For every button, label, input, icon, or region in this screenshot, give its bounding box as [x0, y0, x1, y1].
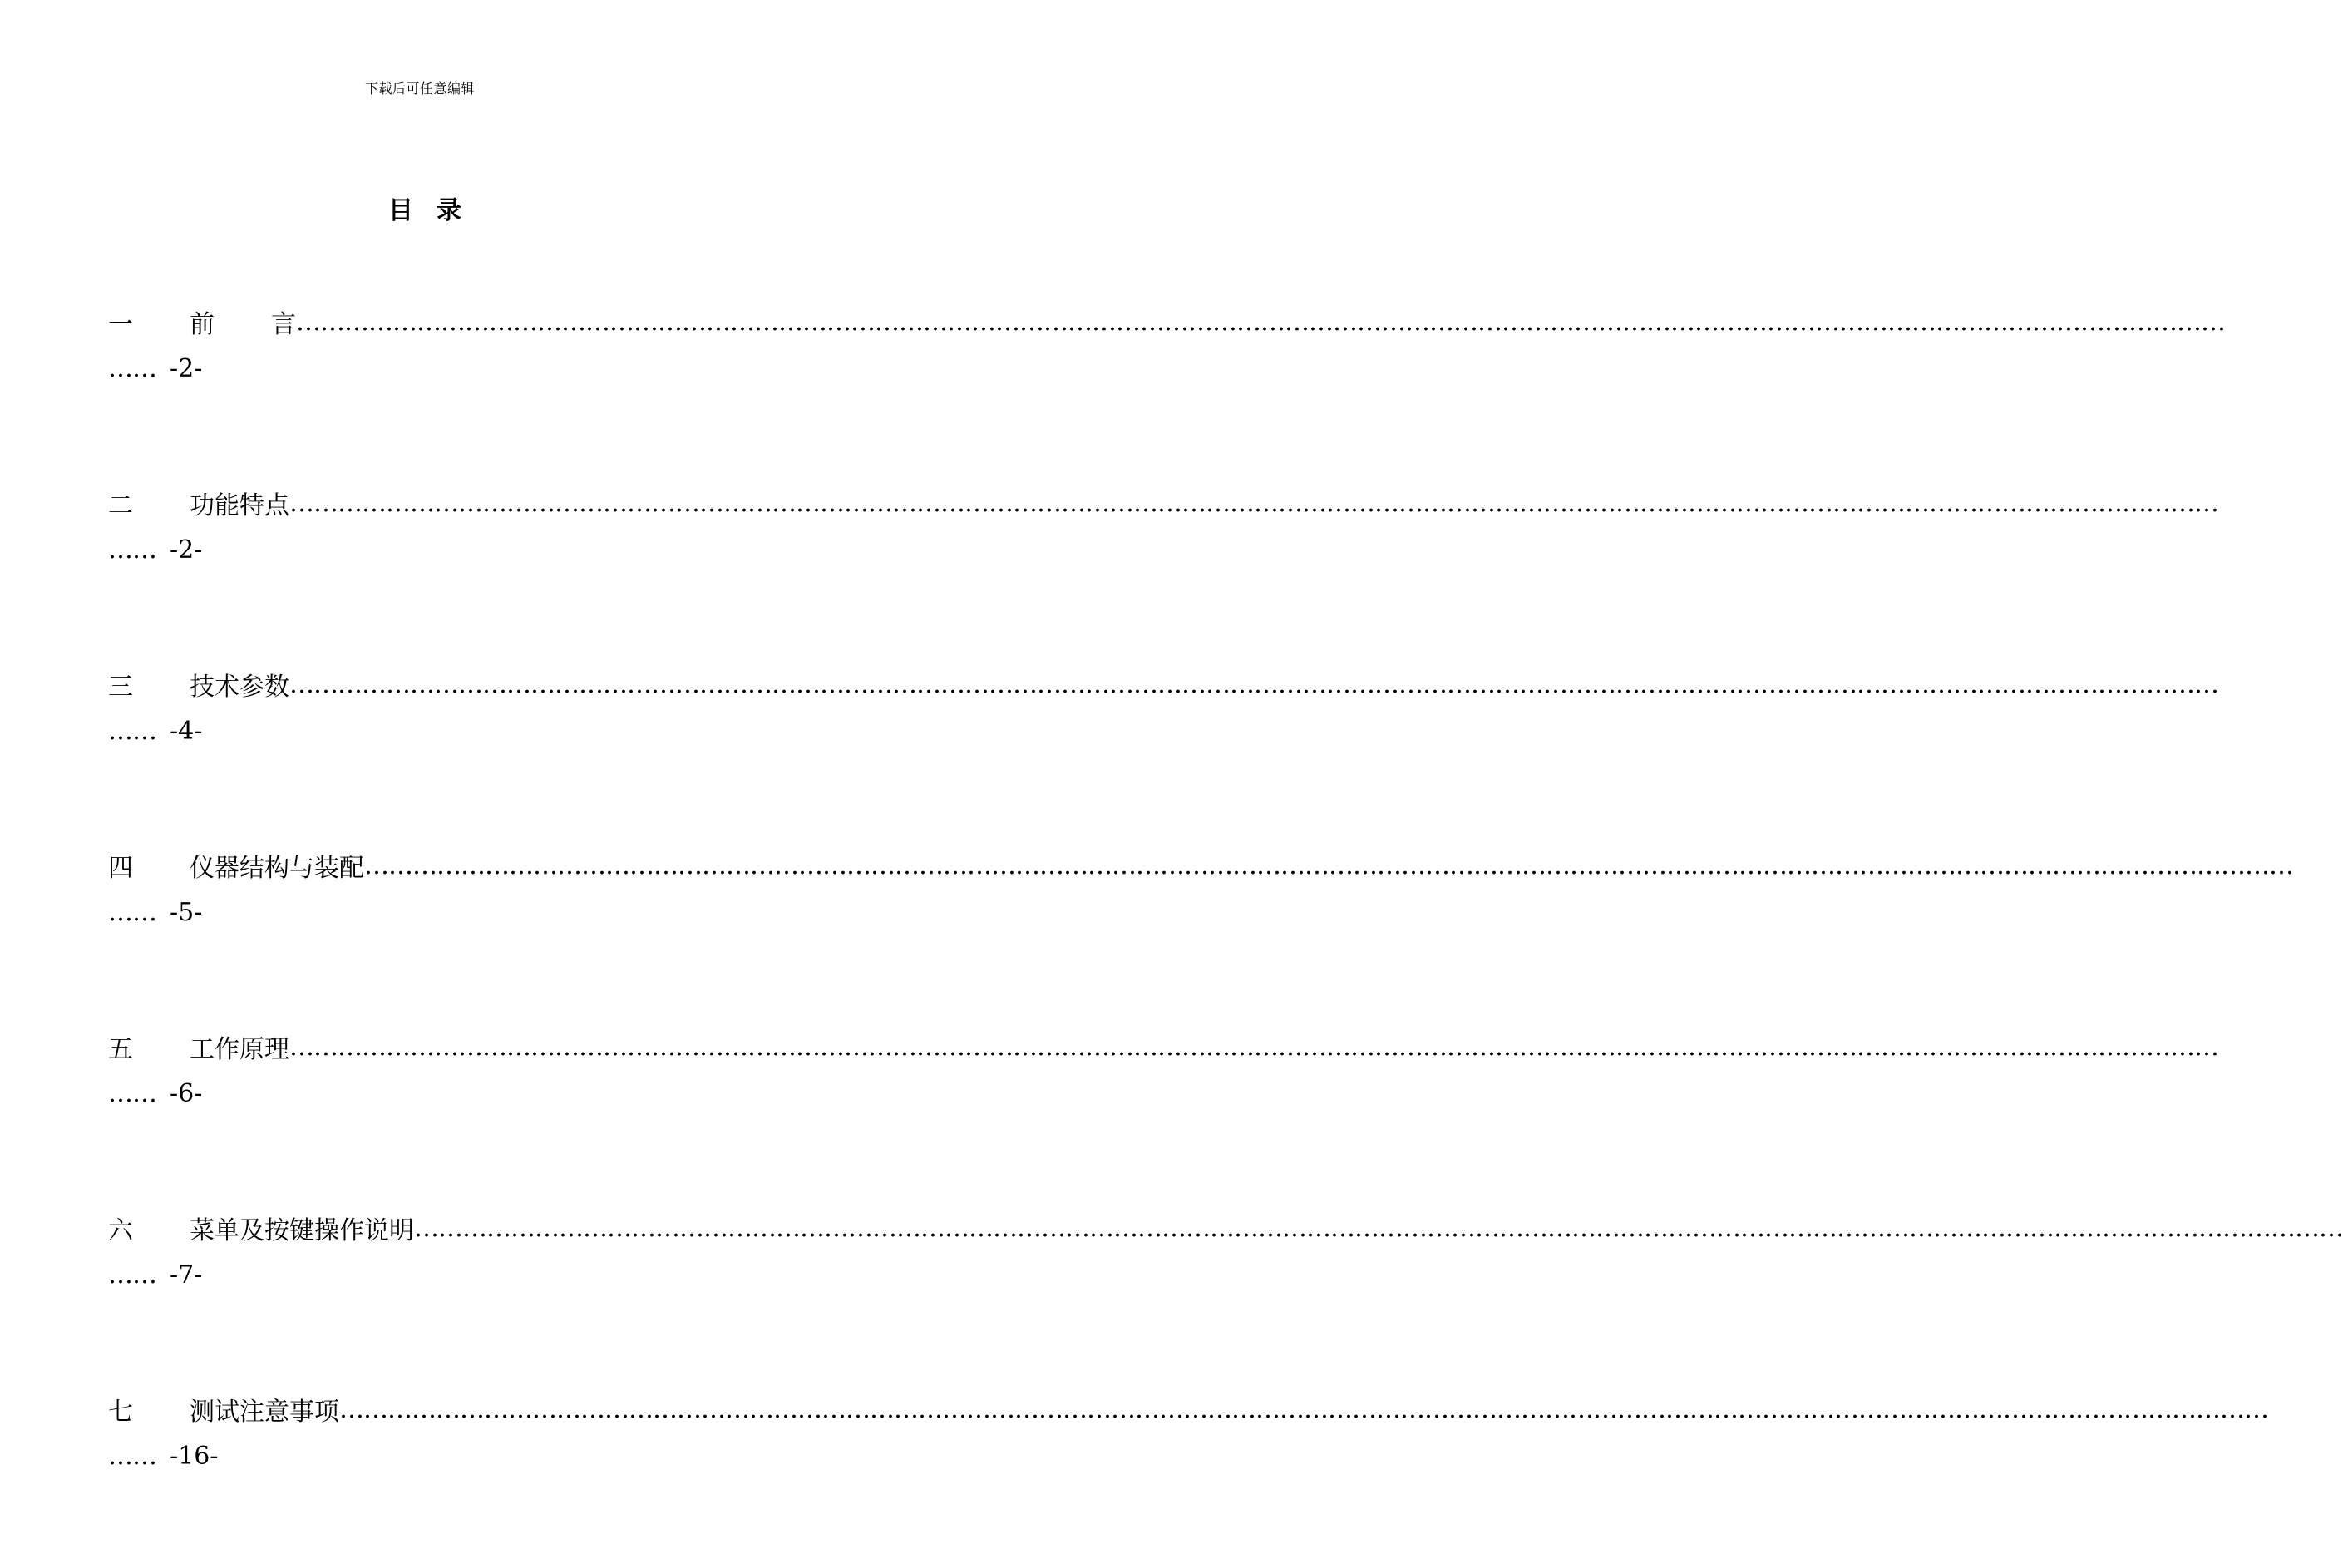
toc-entry-number: 五 [108, 1035, 133, 1064]
toc-entry-page: -6- [170, 1078, 203, 1108]
toc-entry-number: 一 [108, 310, 133, 339]
toc-entry-title: 菜单及按键操作说明 [190, 1216, 414, 1245]
toc-leader-dots: …………………………………………………………………………………………………………………………………………………………………………………………………………………… [289, 488, 2218, 518]
toc-entry [108, 299, 2225, 481]
toc-entry-title: 仪器结构与装配 [190, 854, 364, 883]
toc-leader-dots: …… [108, 535, 156, 565]
toc-entry-title-char: 言 [271, 310, 296, 339]
toc-entry-page: -7- [170, 1260, 203, 1289]
toc-entry-page: -2- [170, 535, 203, 565]
toc-entry-number: 二 [108, 491, 133, 520]
toc-entry-number: 七 [108, 1398, 133, 1427]
toc-entry [108, 1024, 2218, 1206]
toc-entry [108, 1206, 2343, 1387]
toc-leader-dots: …………………………………………………………………………………………………………………………………………………………………………………………………………………… [364, 851, 2293, 880]
toc-leader-dots: …… [108, 1078, 156, 1108]
table-of-contents [108, 299, 2343, 1568]
toc-entry-number: 六 [108, 1216, 133, 1245]
toc-entry-page-line [108, 890, 202, 934]
toc-leader-dots: …………………………………………………………………………………………………………………………………………………………………………………………………………………… [289, 669, 2218, 699]
toc-entry [108, 1387, 2268, 1568]
toc-leader-dots: …… [108, 353, 156, 383]
toc-leader-dots: …… [108, 1441, 156, 1471]
toc-entry-page: -4- [170, 716, 203, 746]
toc-entry [108, 843, 2293, 1024]
toc-entry-number: 三 [108, 673, 133, 702]
toc-entry-title: 技术参数 [190, 673, 289, 702]
toc-leader-dots: …………………………………………………………………………………………………………………………………………………………………………………………………………………… [414, 1213, 2343, 1243]
toc-entry-line [108, 299, 2225, 344]
toc-entry-page-line [108, 1252, 202, 1297]
toc-entry-page-line [108, 346, 202, 391]
toc-entry-title: 工作原理 [190, 1035, 289, 1064]
toc-entry-line [108, 1387, 2268, 1432]
toc-entry-title [190, 303, 296, 340]
toc-entry-page: -16- [170, 1441, 219, 1471]
page-header-note: 下载后可任意编辑 [364, 81, 475, 96]
toc-entry-line [108, 843, 2293, 888]
toc-entry-page-line [108, 1433, 218, 1478]
toc-entry-number: 四 [108, 854, 133, 883]
toc-entry-page-line [108, 527, 202, 572]
toc-leader-dots: …………………………………………………………………………………………………………………………………………………………………………………………………………………… [289, 1032, 2218, 1062]
toc-entry-line [108, 662, 2218, 707]
toc-entry [108, 481, 2218, 662]
toc-entry-page: -2- [170, 353, 203, 383]
toc-entry-page-line [108, 1071, 202, 1116]
toc-entry-title: 测试注意事项 [190, 1398, 339, 1427]
toc-entry [108, 662, 2218, 843]
toc-entry-page: -5- [170, 897, 203, 927]
toc-entry-title-char: 前 [190, 310, 215, 339]
toc-entry-title: 功能特点 [190, 491, 289, 520]
toc-leader-dots: …………………………………………………………………………………………………………………………………………………………………………………………………………………… [296, 307, 2225, 337]
toc-entry-page-line [108, 708, 202, 753]
toc-leader-dots: …… [108, 897, 156, 927]
toc-entry-line [108, 481, 2218, 525]
page-title: 目录 [388, 196, 485, 225]
toc-entry-line [108, 1206, 2343, 1250]
toc-leader-dots: …… [108, 716, 156, 746]
toc-leader-dots: …… [108, 1260, 156, 1289]
toc-entry-line [108, 1024, 2218, 1069]
toc-leader-dots: …………………………………………………………………………………………………………………………………………………………………………………………………………………… [339, 1394, 2268, 1424]
